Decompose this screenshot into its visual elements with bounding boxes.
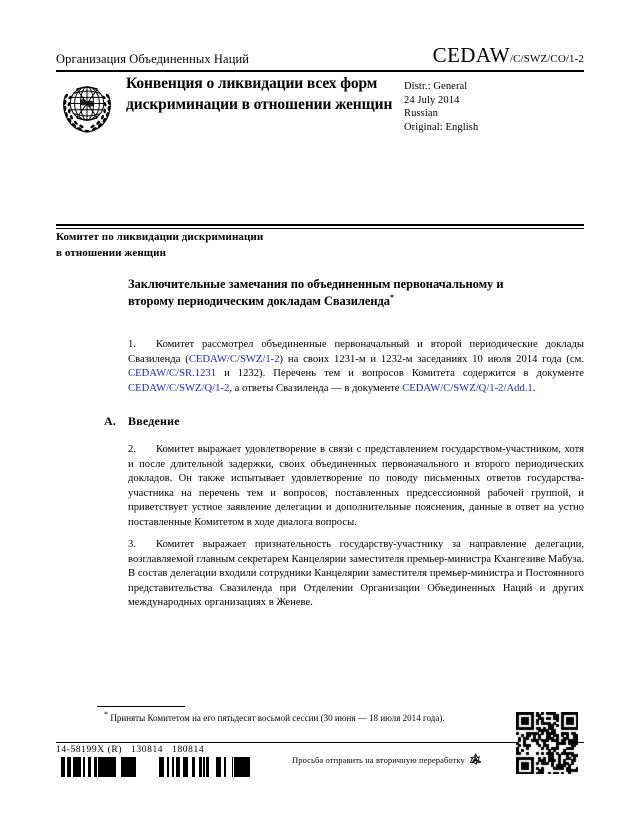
masthead-rule (56, 70, 584, 72)
convention-title: Конвенция о ликвидации всех форм дискриминации в отношении женщин (126, 75, 393, 113)
paragraph-3: 3. Комитет выражает признательность государству-участнику за направление делегации, возглавляемой главным секретарем Канцелярии заместителя премьер-министра Кхангезиве Мабуза. В состав делегации входили сотрудники Канцелярии заместителя премьер-министра и Постоянного представительства Свазиленда при Отделении Организации Объединенных Наций и других международных организациях в Женеве. (128, 539, 584, 609)
barcode-icon (56, 757, 254, 777)
footer-rule (56, 742, 584, 743)
distr-date: 24 July 2014 (404, 94, 460, 106)
paragraph-2: 2. Комитет выражает удовлетворение в связи с представлением государством-участником, хотя и после длительной задержки, своих объединенных первоначального и второго периодических докладов. Он также испытывает удовлетворение по поводу письменных ответов государства-участника на перечень тем и вопросов, поставленных предсессионной рабочей группой, и приветствует устное заявление делегации и дополнительные пояснения, данные в ответ на устно поставленные Комитетом в ходе диалога вопросы. (128, 444, 584, 528)
paragraph-number: 1. (128, 339, 136, 350)
distribution-block (404, 80, 584, 134)
committee-rule-thick (56, 224, 584, 226)
recycle-icon (468, 752, 483, 767)
title-block (56, 74, 584, 137)
footnote-text: Приняты Комитетом на его пятьдесят восьмой сессии (30 июня — 18 июля 2014 года). (110, 713, 445, 723)
document-reference-link[interactable]: CEDAW/C/SWZ/1-2 (188, 353, 280, 365)
distr-language: Russian (404, 108, 438, 120)
job-date-code-1: 130814 (131, 745, 164, 755)
page-title-footnote-marker: * (389, 292, 394, 302)
paragraph-number: 3. (128, 539, 136, 550)
paragraph-number: 2. (128, 444, 136, 455)
document-reference-link[interactable]: CEDAW/C/SR.1231 (128, 368, 217, 380)
qr-code-icon (516, 712, 578, 774)
paragraph-1: 1. Комитет рассмотрел объединенные первоначальный и второй периодические доклады Свазиленда (CEDAW/C/SWZ/1-2) на своих 1231-м и 1232-м заседаниях 10 июля 2014 года (см. CEDAW/C/SR.1231 и 1232). Перечень тем и вопросов Комитета содержится в документе CEDAW/C/SWZ/Q/1-2, а ответы Свазиленда — в документе CEDAW/C/SWZ/Q/1-2/Add.1. (128, 339, 584, 394)
distr-line: Distr.: General (404, 81, 468, 92)
footnote (104, 712, 574, 724)
recycle-text: Просьба отправить на вторичную переработку (292, 754, 465, 765)
committee-heading-line2: в отношении женщин (56, 246, 167, 259)
job-date-code-2: 180814 (172, 745, 205, 755)
document-symbol-main: CEDAW (432, 43, 510, 67)
masthead (56, 43, 584, 67)
footnote-separator (97, 706, 185, 707)
committee-heading (56, 230, 584, 261)
page-title (128, 276, 528, 309)
section-letter: A. (104, 414, 117, 428)
recycle-note (292, 752, 483, 767)
job-number (56, 745, 204, 755)
section-heading-introduction (104, 414, 564, 429)
job-number-code: 14-58199X (R) (56, 745, 123, 755)
document-reference-link[interactable]: CEDAW/C/SWZ/Q/1-2/Add.1 (402, 382, 533, 394)
organization-name: Организация Объединенных Наций (56, 52, 250, 66)
committee-rule-thin (56, 228, 584, 229)
committee-heading-line1: Комитет по ликвидации дискриминации (56, 231, 264, 243)
distr-original: Original: English (404, 121, 479, 133)
document-symbol (433, 45, 584, 66)
page-title-text: Заключительные замечания по объединенным первоначальному и второму периодическим докладам Свазиленда (128, 277, 504, 308)
document-symbol-suffix: /C/SWZ/CO/1-2 (509, 53, 584, 65)
section-title: Введение (128, 414, 180, 428)
footnote-marker: * (104, 710, 109, 719)
document-reference-link[interactable]: CEDAW/C/SWZ/Q/1-2 (128, 382, 230, 394)
un-emblem-icon (56, 75, 118, 137)
